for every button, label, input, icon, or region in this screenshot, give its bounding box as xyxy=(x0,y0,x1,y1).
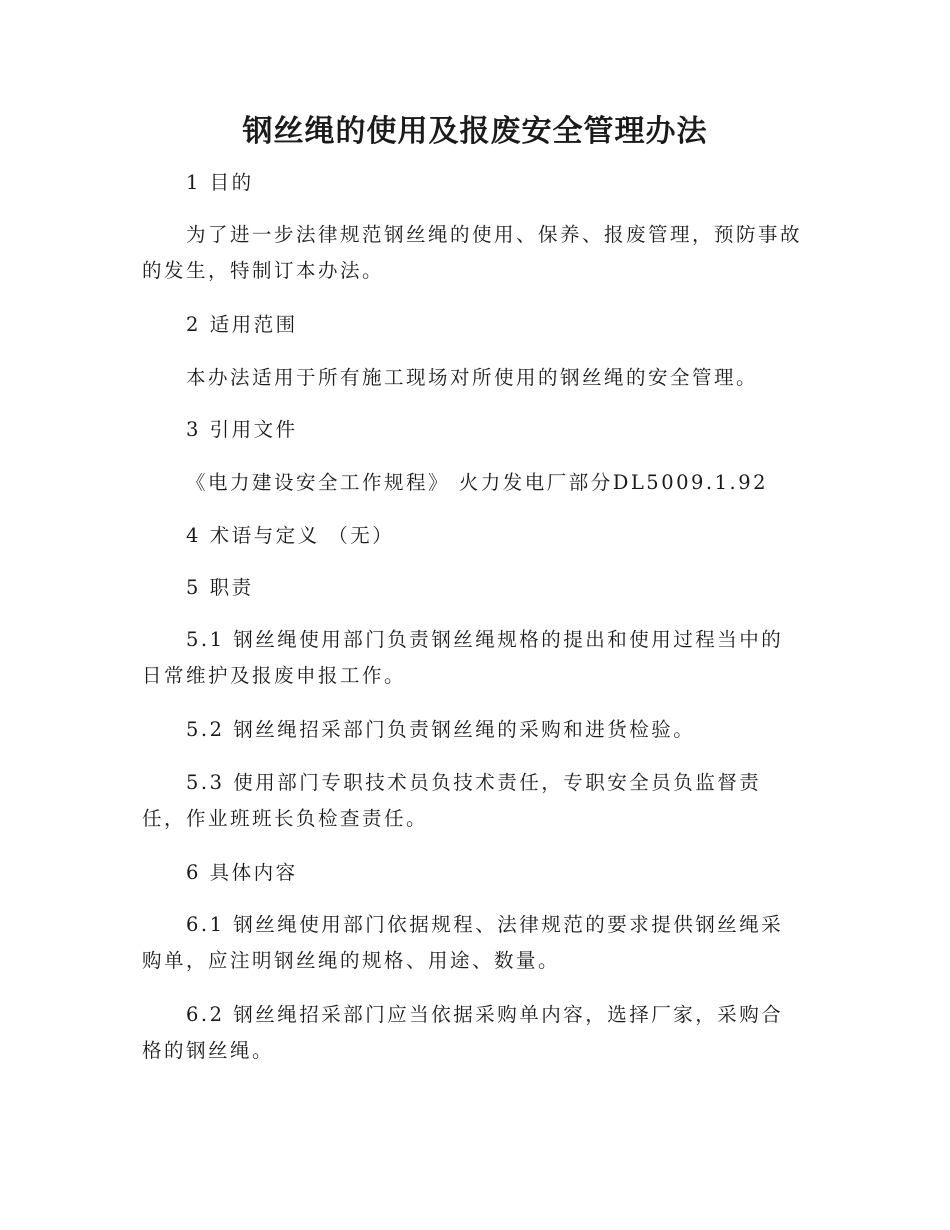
section-heading-scope: 2 适用范围 xyxy=(186,313,298,336)
paragraph-responsibility-5-3: 5.3 使用部门专职技术员负技术责任，专职安全员负监督责任，作业班班长负检查责任。 xyxy=(142,771,762,830)
section-heading-terms: 4 术语与定义 （无） xyxy=(186,524,395,547)
paragraph-references: 《电力建设安全工作规程》 火力发电厂部分DL5009.1.92 xyxy=(186,471,769,494)
paragraph-content-6-1: 6.1 钢丝绳使用部门依据规程、法律规范的要求提供钢丝绳采购单，应注明钢丝绳的规格、用途、数量。 xyxy=(142,913,784,972)
section-heading-responsibilities: 5 职责 xyxy=(186,576,254,599)
paragraph-responsibility-5-2: 5.2 钢丝绳招采部门负责钢丝绳的采购和进货检验。 xyxy=(186,718,696,741)
document-title: 钢丝绳的使用及报废安全管理办法 xyxy=(242,114,708,149)
paragraph-scope: 本办法适用于所有施工现场对所使用的钢丝绳的安全管理。 xyxy=(186,366,759,389)
paragraph-responsibility-5-1: 5.1 钢丝绳使用部门负责钢丝绳规格的提出和使用过程当中的日常维护及报废申报工作。 xyxy=(142,628,784,687)
section-heading-content: 6 具体内容 xyxy=(186,861,298,884)
section-heading-references: 3 引用文件 xyxy=(186,418,298,441)
section-heading-purpose: 1 目的 xyxy=(186,171,254,194)
paragraph-purpose: 为了进一步法律规范钢丝绳的使用、保养、报废管理，预防事故的发生，特制订本办法。 xyxy=(142,223,803,282)
paragraph-content-6-2: 6.2 钢丝绳招采部门应当依据采购单内容，选择厂家，采购合格的钢丝绳。 xyxy=(142,1003,784,1062)
